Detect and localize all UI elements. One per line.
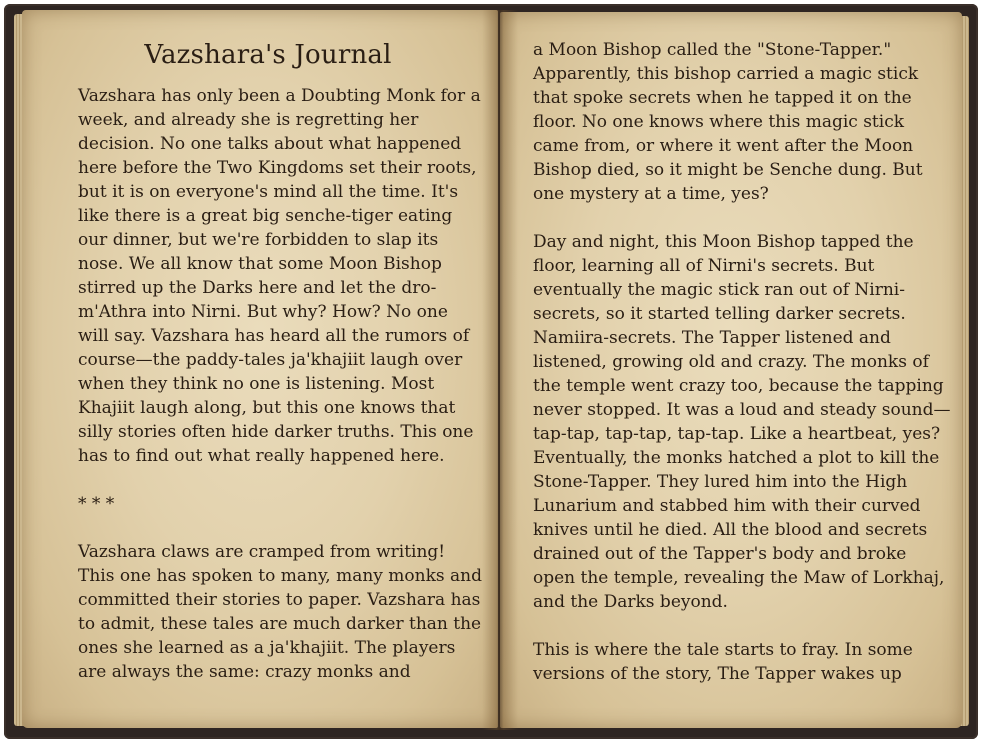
left-paragraph-1: Vazshara has only been a Doubting Monk for a week, and already she is regretting her decision. No one talks about what happened here before the Two Kingdoms set their roots, but it is on everyone's mind all the time. It's like there is a great big senche-tiger eating our dinner, but we're forbidden to slap its nose. We all know that some Moon Bishop stirred up the Darks here and let the dro-m'Athra into Nirni. But why? How? No one will say. Vazshara has heard all the rumors of course—the paddy-tales ja'khajiit laugh over when they think no one is listening. Most Khajiit laugh along, but this one knows that silly stories often hide darker truths. This one has to find out what really happened here.: [78, 86, 481, 466]
right-page-text: [533, 38, 951, 686]
right-paragraph-1: a Moon Bishop called the "Stone-Tapper." Apparently, this bishop carried a magic stick that spoke secrets when he tapped it on the floor. No one knows where this magic stick came from, or where it went after the Moon Bishop died, so it might be Senche dung. But one mystery at a time, yes?: [533, 40, 923, 204]
section-separator: * * *: [78, 494, 115, 514]
right-paragraph-3: This is where the tale starts to fray. In some versions of the story, The Tapper wakes up: [533, 640, 913, 684]
journal-title: Vazshara's Journal: [144, 40, 392, 70]
book-gutter: [482, 10, 518, 730]
left-page-text: [78, 38, 482, 684]
right-paragraph-2: Day and night, this Moon Bishop tapped the floor, learning all of Nirni's secrets. But eventually the magic stick ran out of Nirni-secrets, so it started telling darker secrets. Namiira-secrets. The Tapper listened and listened, growing old and crazy. The monks of the temple went crazy too, because the tapping never stopped. It was a loud and steady sound—tap-tap, tap-tap, tap-tap. Like a heartbeat, yes? Eventually, the monks hatched a plot to kill the Stone-Tapper. They lured him into the High Lunarium and stabbed him with their curved knives until he died. All the blood and secrets drained out of the Tapper's body and broke open the temple, revealing the Maw of Lorkhaj, and the Darks beyond.: [533, 232, 951, 612]
left-paragraph-2: Vazshara claws are cramped from writing! This one has spoken to many, many monks and committed their stories to paper. Vazshara has to admit, these tales are much darker than the ones she learned as a ja'khajiit. The players are always the same: crazy monks and: [78, 542, 483, 682]
